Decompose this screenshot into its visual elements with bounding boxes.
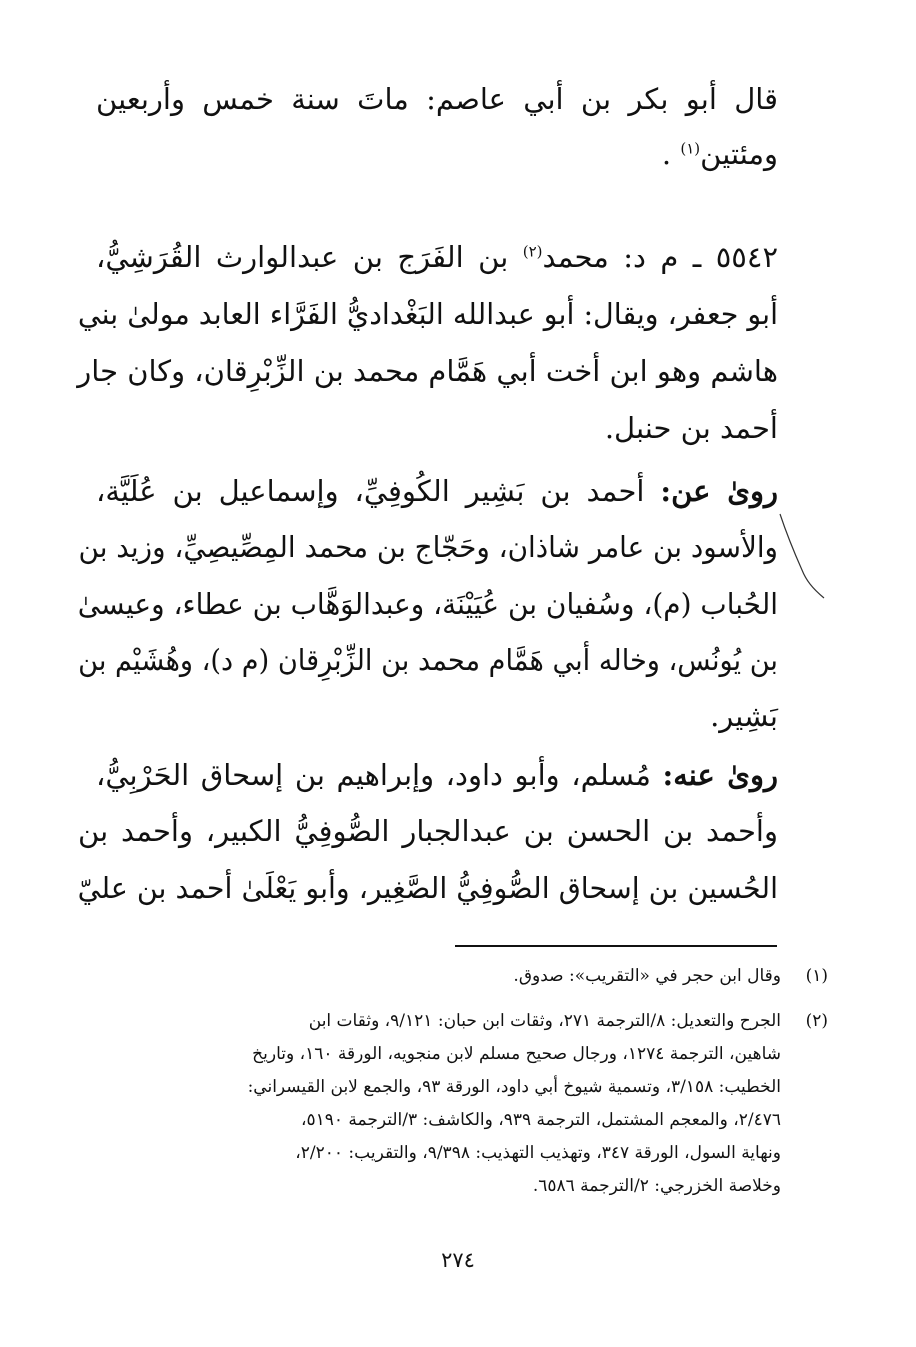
p4-line3: الحُسين بن إسحاق الصُّوفِيُّ الصَّغِير، وأبو يَعْلَىٰ أحمد بن عليّ bbox=[77, 871, 779, 905]
footnote-ref[interactable]: (١) bbox=[680, 139, 701, 158]
section-label: رویٰ عن: bbox=[660, 474, 779, 508]
footnote-ref[interactable]: (٢) bbox=[522, 242, 543, 261]
footnote-number: (١) bbox=[805, 966, 828, 986]
footnote-divider bbox=[455, 945, 777, 947]
text-line bbox=[77, 587, 779, 621]
text-line bbox=[710, 699, 778, 733]
p3-line3: الحُباب (م)، وسُفيان بن عُيَيْنَة، وعبدالوَهَّاب بن عطاء، وعيسىٰ bbox=[77, 587, 779, 621]
text-line bbox=[78, 814, 778, 848]
text-line bbox=[79, 354, 778, 388]
text-line bbox=[662, 137, 778, 171]
text-line bbox=[78, 530, 778, 564]
footnote-line: ونهاية السول، الورقة ٣٤٧، وتهذيب التهذيب: ٩/٣٩٨، والتقريب: ٢/٢٠٠، bbox=[295, 1143, 781, 1163]
footnote-line: وخلاصة الخزرجي: ٢/الترجمة ٦٥٨٦. bbox=[532, 1176, 781, 1196]
entry-number: ٥٥٤٢ ـ م د: محمد bbox=[542, 240, 779, 274]
text-line bbox=[77, 297, 779, 331]
p2-line3: هاشم وهو ابن أخت أبي هَمَّام محمد بن الزِّبْرِقان، وكان جار bbox=[77, 354, 779, 388]
footnote-line: الخطيب: ٣/١٥٨، وتسمية شيوخ أبي داود، الورقة ٩٣، والجمع لابن القيسراني: bbox=[247, 1077, 781, 1097]
footnote-line: ٢/٤٧٦، والمعجم المشتمل، الترجمة ٩٣٩، والكاشف: ٣/الترجمة ٥١٩٠، bbox=[300, 1110, 781, 1130]
text-line bbox=[605, 411, 778, 445]
footnote-line: الجرح والتعديل: ٨/الترجمة ٢٧١، وثقات ابن حبان: ٩/١٢١، وثقات ابن bbox=[308, 1011, 781, 1031]
p2-line2: أبو جعفر، ويقال: أبو عبدالله البَغْداديُّ الفَرَّاء العابد مولىٰ بني bbox=[77, 297, 779, 331]
pen-mark bbox=[772, 512, 832, 602]
text-line bbox=[78, 643, 779, 677]
footnote-line: وقال ابن حجر في «التقريب»: صدوق. bbox=[513, 966, 781, 986]
page-number: ٢٧٤ bbox=[441, 1248, 475, 1272]
footnote-line: شاهين، الترجمة ١٢٧٤، ورجال صحيح مسلم لابن منجويه، الورقة ١٦٠، وتاريخ bbox=[252, 1044, 781, 1064]
p3-line1: أحمد بن بَشِير الكُوفِيِّ، وإسماعيل بن عُلَيَّة، bbox=[96, 474, 645, 508]
p3-line4: بن يُونُس، وخاله أبي هَمَّام محمد بن الزِّبْرِقان (م د)، وهُشَيْم بن bbox=[78, 643, 779, 677]
p4-line1: مُسلم، وأبو داود، وإبراهيم بن إسحاق الحَرْبِيُّ، bbox=[96, 758, 651, 792]
text-line bbox=[77, 871, 779, 905]
p3-line5: بَشِير. bbox=[710, 699, 778, 733]
p4-line2: وأحمد بن الحسن بن عبدالجبار الصُّوفِيُّ الكبير، وأحمد بن bbox=[78, 814, 778, 848]
p1-line1: قال أبو بكر بن أبي عاصم: ماتَ سنة خمس وأربعين bbox=[96, 82, 778, 116]
footnote-number: (٢) bbox=[805, 1011, 828, 1031]
p1-line2: ومئتين bbox=[700, 137, 778, 171]
main-text bbox=[78, 0, 778, 930]
text-line bbox=[96, 758, 778, 792]
text-line bbox=[96, 474, 778, 508]
text-line bbox=[96, 240, 778, 274]
p2-line1: بن الفَرَج بن عبدالوارث القُرَشِيُّ، bbox=[96, 240, 509, 274]
p1-line2-end: . bbox=[661, 137, 672, 171]
p3-line2: والأسود بن عامر شاذان، وحَجّاج بن محمد المِصِّيصِيِّ، وزيد بن bbox=[78, 530, 778, 564]
p2-line4: أحمد بن حنبل. bbox=[604, 411, 778, 445]
text-line bbox=[96, 82, 778, 116]
section-label: رویٰ عنه: bbox=[662, 758, 778, 792]
